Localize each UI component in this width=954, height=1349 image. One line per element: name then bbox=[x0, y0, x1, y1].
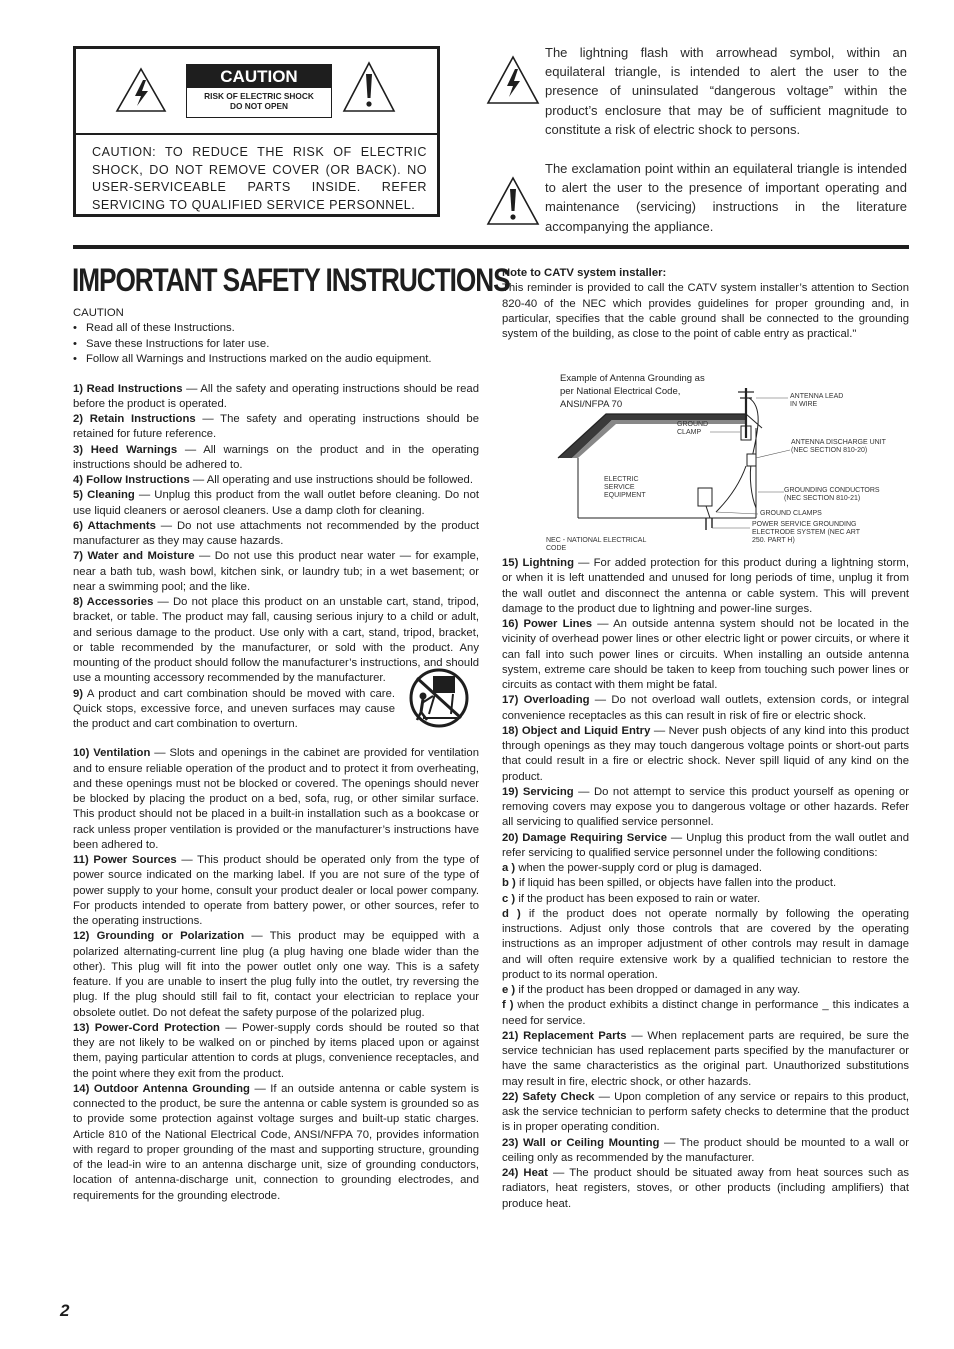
instruction-item: a ) when the power-supply cord or plug is damaged. bbox=[502, 862, 762, 874]
instruction-item: 12) Grounding or Polarization — This product may be equipped with a polarized alternating-current line plug (a plug having one blade wider than the other). This plug will fit into the power outlet only one way. This is a safety feature. If you are unable to insert the plug fully into the outlet, try reversing the plug. If the plug should still fail to fit, contact your electrician to replace your obsolete outlet. Do not defeat the safety purpose of the polarized plug. bbox=[73, 930, 479, 1019]
instruction-item: 20) Damage Requiring Service — Unplug this product from the wall outlet and refer servicing to qualified service personnel under the following conditions: bbox=[502, 831, 909, 859]
catv-note-text: This reminder is provided to call the CATV system installer’s attention to Section 820-40 of the NEC which provides guidelines for proper grounding and, in particular, specifies that the cable ground shall be connected to the grounding system of the building, as close to the point of cable entry as practical." bbox=[502, 282, 909, 340]
diagram-label-power-service: POWER SERVICE GROUNDING ELECTRODE SYSTEM (NEC ART 250. PART H) bbox=[752, 521, 860, 544]
page-number: 2 bbox=[60, 1301, 70, 1320]
exclamation-triangle-icon bbox=[486, 176, 540, 226]
instruction-item: 15) Lightning — For added protection for this product during a lightning storm, or when it is left unattended and unused for long periods of time, unplug it from the wall outlet and disconnect the antenna or cable system. This will prevent damage to the product due to lightning and power-line surges. bbox=[502, 557, 909, 615]
right-column bbox=[502, 266, 909, 342]
instruction-item: 24) Heat — The product should be situated away from heat sources such as radiators, heat registers, stoves, or other products (including amplifiers) that produce heat. bbox=[502, 1167, 910, 1210]
section-rule bbox=[73, 245, 909, 249]
intro-bullet: • Save these Instructions for later use. bbox=[73, 337, 479, 353]
right-column-items bbox=[502, 556, 909, 1212]
diagram-label-ground-clamp: GROUND CLAMP bbox=[677, 421, 709, 436]
diagram-label-ground-clamps: GROUND CLAMPS bbox=[760, 510, 822, 517]
caution-badge-line1: RISK OF ELECTRIC SHOCK bbox=[204, 91, 314, 101]
instruction-item: 23) Wall or Ceiling Mounting — The product should be mounted to a wall or ceiling only as recommended by the manufacturer. bbox=[502, 1136, 909, 1164]
instruction-item: 13) Power-Cord Protection — Power-supply cords should be routed so that they are not likely to be walked on or pinched by items placed upon or against them, paying particular attention to cords at plugs, convenience receptacles, and the point where they exit from the product. bbox=[73, 1021, 479, 1080]
instruction-item: 3) Heed Warnings — All warnings on the product and in the operating instructions should be adhered to. bbox=[73, 443, 479, 471]
caution-text: CAUTION: TO REDUCE THE RISK OF ELECTRIC SHOCK, DO NOT REMOVE COVER (OR BACK). NO USER-SERVICEABLE PARTS INSIDE. REFER SERVICING TO QUALIFIED SERVICE PERSONNEL. bbox=[92, 145, 427, 212]
item-9-block bbox=[73, 687, 479, 733]
instruction-item: 6) Attachments — Do not use attachments not recommended by the product manufacturer as they may cause hazards. bbox=[73, 519, 480, 548]
page-title: IMPORTANT SAFETY INSTRUCTIONS bbox=[72, 262, 510, 298]
catv-note-heading: Note to CATV system installer: bbox=[502, 267, 667, 279]
caution-box bbox=[73, 46, 440, 217]
instruction-item: d ) if the product does not operate normally by following the operating instructions. Adjust only those controls that are covered by the operating instructions as an improper adjustment of other controls may result in damage and will often require extensive work by a qualified technician to restore the product to its normal operation. bbox=[502, 907, 909, 981]
diagram-label-grounding-conductors: GROUNDING CONDUCTORS (NEC SECTION 810-21) bbox=[784, 487, 880, 502]
left-column bbox=[73, 306, 479, 1204]
instruction-item: 18) Object and Liquid Entry — Never push objects of any kind into this product through openings as they may touch dangerous voltage points or short-out parts that could result in a fire or electric shock. Never spill liquid of any kind on the product. bbox=[502, 724, 909, 783]
instruction-item: c ) if the product has been exposed to rain or water. bbox=[502, 892, 761, 905]
intro-bullet: • Read all of these Instructions. bbox=[73, 321, 479, 337]
diagram-label-nec: NEC - NATIONAL ELECTRICAL CODE bbox=[546, 537, 647, 552]
lightning-triangle-icon bbox=[486, 55, 540, 105]
antenna-grounding-diagram bbox=[540, 368, 890, 552]
instruction-item: 5) Cleaning — Unplug this product from the wall outlet before cleaning. Do not use liquid cleaners or aerosol cleaners. Use a damp cloth for cleaning. bbox=[73, 489, 480, 517]
caution-badge-title: CAUTION bbox=[187, 65, 331, 88]
instruction-item: 22) Safety Check — Upon completion of any service or repairs to this product, ask the service technician to perform safety checks to determine that the product is in proper operating condition. bbox=[502, 1090, 909, 1134]
diagram-label-electric-service: ELECTRIC SERVICE EQUIPMENT bbox=[604, 476, 646, 499]
instruction-item: 1) Read Instructions — All the safety and operating instructions should be read before the product is operated. bbox=[73, 382, 479, 410]
caution-divider bbox=[76, 133, 437, 135]
caution-badge-line2: DO NOT OPEN bbox=[229, 101, 289, 111]
instruction-item: 19) Servicing — Do not attempt to service this product yourself as opening or removing covers may expose you to dangerous voltage or other hazards. Refer all servicing to qualified service personnel. bbox=[502, 785, 909, 829]
instruction-item: 11) Power Sources — This product should be operated only from the type of power source indicated on the marking label. If you are not sure of the type of power supply to your home, consult your product dealer or local power company. For products intended to operate from battery power, or other sources, refer to the operating instructions. bbox=[73, 854, 479, 928]
diagram-label-antenna-lead: ANTENNA LEAD IN WIRE bbox=[790, 393, 844, 408]
instruction-item: 16) Power Lines — An outside antenna system should not be located in the vicinity of overhead power lines or other electric light or power circuits, or where it can fall into such power lines or circuits. When installing an outside antenna system, extreme care should be taken to keep from touching such power lines or circuits as contact with them might be fatal. bbox=[502, 618, 910, 691]
diagram-caption: Example of Antenna Grounding as per National Electrical Code, ANSI/NFPA 70 bbox=[560, 373, 705, 410]
cart-warning-icon bbox=[409, 666, 469, 730]
instruction-item: 21) Replacement Parts — When replacement parts are required, be sure the service technician has used replacement parts specified by the manufacturer or have the same characteristics as the original part. Unauthorized substitutions may result in fire, electric shock, or other hazards. bbox=[502, 1029, 909, 1088]
instruction-item: 7) Water and Moisture — Do not use this product near water — for example, near a bath tub, wash bowl, kitchen sink, or laundry tub; in a wet basement; or near a swimming pool; and the like. bbox=[73, 550, 479, 593]
diagram-label-discharge-unit: ANTENNA DISCHARGE UNIT (NEC SECTION 810-20) bbox=[791, 439, 886, 454]
exclamation-symbol-text: The exclamation point within an equilateral triangle is intended to alert the user to the presence of important operating and maintenance (servicing) instructions in the literature accompanying the appliance. bbox=[545, 161, 907, 234]
instruction-list-1 bbox=[73, 382, 479, 687]
exclamation-warning-icon bbox=[342, 61, 396, 113]
instruction-item: e ) if the product has been dropped or damaged in any way. bbox=[502, 984, 801, 996]
instruction-item: b ) if liquid has been spilled, or objects have fallen into the product. bbox=[502, 877, 837, 890]
instruction-item: 17) Overloading — Do not overload wall outlets, extension cords, or integral convenience receptacles as this can result in risk of fire or electric shock. bbox=[502, 694, 909, 722]
instruction-list-3 bbox=[502, 556, 909, 1212]
lightning-warning-icon bbox=[115, 67, 167, 113]
instruction-item: 9) A product and cart combination should be moved with care. Quick stops, excessive force, and uneven surfaces may cause the product and cart combination to overturn. bbox=[73, 687, 395, 731]
intro-bullet: • Follow all Warnings and Instructions marked on the audio equipment. bbox=[73, 352, 479, 368]
instruction-item: 2) Retain Instructions — The safety and operating instructions should be retained for future reference. bbox=[73, 413, 479, 441]
instruction-item: 14) Outdoor Antenna Grounding — If an outside antenna or cable system is connected to the product, be sure the antenna or cable system is grounded so as to provide some protection against voltage surges and built-up static charges. Article 810 of the National Electrical Code, ANSI/NFPA 70, provides information with regard to proper grounding of the mast and supporting structure, grounding of the lead-in wire to an antenna discharge unit, size of grounding conductors, location of antenna-discharge unit, connection to grounding electrodes, and requirements for the grounding electrode. bbox=[73, 1082, 479, 1202]
intro-bullets bbox=[73, 321, 479, 368]
instruction-item: 8) Accessories — Do not place this product on an unstable cart, stand, tripod, bracket, or table. The product may fall, causing serious injury to a child or adult, and serious damage to the product. Use only with a cart, stand, tripod, bracket, or table recommended by the manufacturer, or sold with the product. Any mounting of the product should follow the manufacturer’s instructions, and should use a mounting accessory recommended by the manufacturer. bbox=[73, 596, 480, 685]
instruction-item: f ) when the product exhibits a distinct change in performance _ this indicates a need for service. bbox=[502, 999, 909, 1027]
lightning-symbol-text: The lightning flash with arrowhead symbol, within an equilateral triangle, is intended to alert the user to the presence of uninsulated “dangerous voltage” within the product’s enclosure that may be of sufficient magnitude to constitute a risk of electric shock to persons. bbox=[545, 45, 907, 137]
instruction-list-2 bbox=[73, 746, 479, 1204]
instruction-item: 10) Ventilation — Slots and openings in the cabinet are provided for ventilation and to ensure reliable operation of the product and to protect it from overheating, and these openings must not be blocked or covered. The openings should never be blocked by placing the product on a bed, sofa, rug, or other similar surface. This product should not be placed in a built-in installation such as a bookcase or rack unless proper ventilation is provided or the manufacturer’s instructions have been adhered to. bbox=[73, 747, 480, 851]
instruction-item: 4) Follow Instructions — All operating and use instructions should be followed. bbox=[73, 474, 473, 487]
intro-caution: CAUTION bbox=[73, 307, 124, 319]
caution-badge bbox=[186, 64, 332, 118]
